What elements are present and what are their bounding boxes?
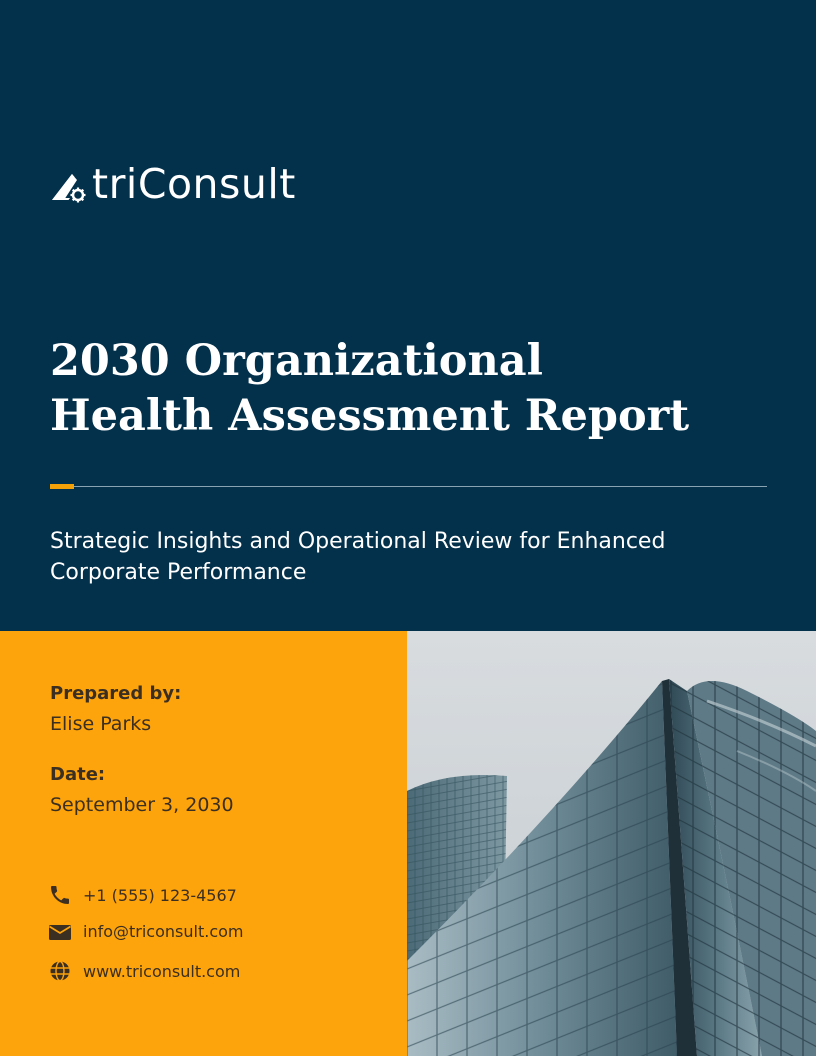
mail-icon bbox=[48, 919, 72, 943]
skyscraper-image bbox=[407, 631, 816, 1056]
phone-icon bbox=[48, 883, 72, 907]
prepared-by-label: Prepared by: bbox=[50, 683, 182, 704]
info-panel bbox=[0, 631, 407, 1056]
report-subtitle: Strategic Insights and Operational Review for Enhanced Corporate Performance bbox=[50, 529, 666, 585]
report-title bbox=[50, 334, 770, 444]
prepared-by-value: Elise Parks bbox=[50, 713, 152, 735]
logo-mark-icon bbox=[50, 164, 90, 204]
brand-logo bbox=[50, 160, 296, 208]
date-value: September 3, 2030 bbox=[50, 794, 234, 816]
building-photo bbox=[407, 631, 816, 1056]
email-address[interactable]: info@triconsult.com bbox=[83, 921, 244, 941]
divider-line bbox=[74, 486, 767, 487]
report-title-line-1: 2030 Organizational bbox=[50, 336, 543, 386]
report-title-line-2: Health Assessment Report bbox=[50, 391, 690, 441]
contact-phone bbox=[48, 883, 237, 907]
website-url[interactable]: www.triconsult.com bbox=[83, 961, 241, 981]
brand-name: triConsult bbox=[92, 160, 296, 208]
title-divider bbox=[50, 484, 767, 488]
contact-email bbox=[48, 919, 243, 943]
contact-website bbox=[48, 959, 240, 983]
date-label: Date: bbox=[50, 764, 106, 785]
phone-number[interactable]: +1 (555) 123-4567 bbox=[83, 885, 237, 905]
divider-accent bbox=[50, 484, 74, 489]
globe-icon bbox=[48, 959, 72, 983]
